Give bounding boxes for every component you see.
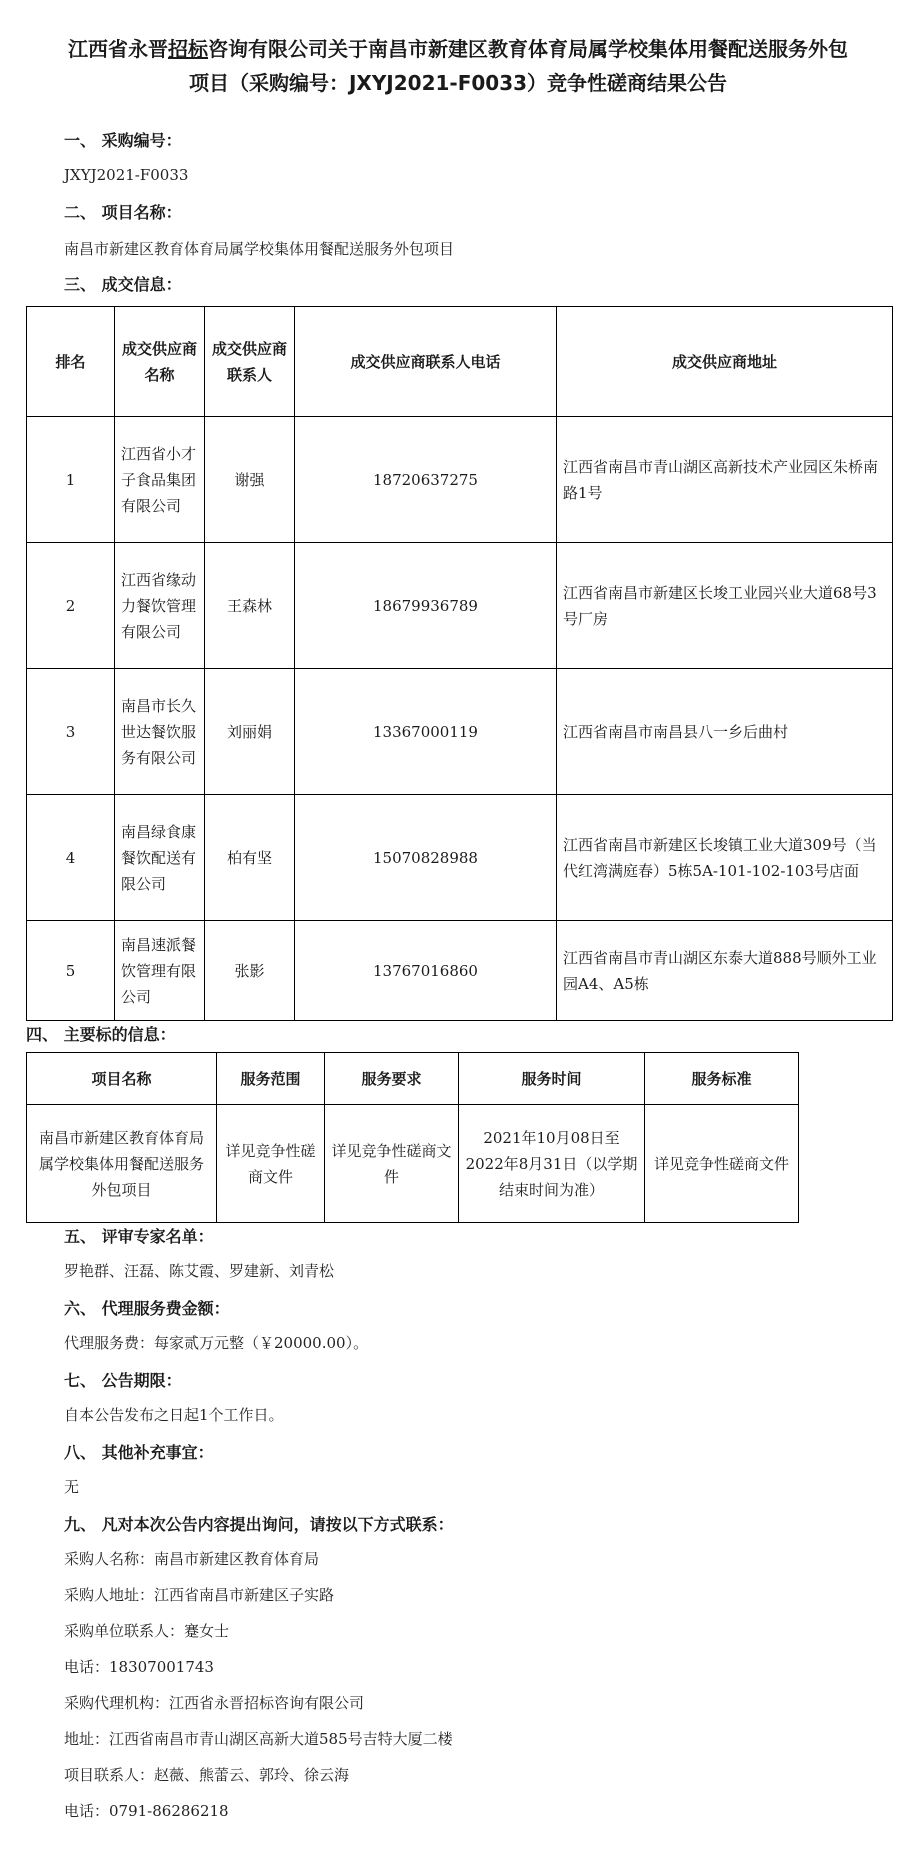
section-4-heading: 四、 主要标的信息： <box>26 1025 176 1044</box>
service-scope-cell: 详见竞争性磋商文件 <box>217 1105 325 1223</box>
phone-cell: 13767016860 <box>295 921 557 1021</box>
header-contact-phone: 成交供应商联系人电话 <box>295 307 557 417</box>
phone-cell: 13367000119 <box>295 669 557 795</box>
table-row <box>27 795 893 921</box>
project-name: 南昌市新建区教育体育局属学校集体用餐配送服务外包项目 <box>64 240 455 258</box>
title-underlined-text[interactable]: 招标 <box>168 37 208 61</box>
rank-cell: 5 <box>27 921 115 1021</box>
contact-cell: 谢强 <box>205 417 295 543</box>
header-service-scope: 服务范围 <box>217 1053 325 1105</box>
table-row <box>27 669 893 795</box>
rank-cell: 1 <box>27 417 115 543</box>
service-standard-cell: 详见竞争性磋商文件 <box>645 1105 799 1223</box>
document-title <box>0 32 916 100</box>
contact-cell: 刘丽娟 <box>205 669 295 795</box>
table-row <box>27 417 893 543</box>
header-supplier-name: 成交供应商名称 <box>115 307 205 417</box>
other-matters: 无 <box>64 1478 80 1496</box>
address-cell: 江西省南昌市南昌县八一乡后曲村 <box>557 669 893 795</box>
supplier-name-cell: 南昌绿食康餐饮配送有限公司 <box>115 795 205 921</box>
rank-cell: 2 <box>27 543 115 669</box>
contact-agency-phone: 电话：0791-86286218 <box>64 1802 229 1820</box>
section-3-heading: 三、 成交信息： <box>64 275 182 294</box>
project-name-cell: 南昌市新建区教育体育局属学校集体用餐配送服务外包项目 <box>27 1105 217 1223</box>
supplier-name-cell: 南昌速派餐饮管理有限公司 <box>115 921 205 1021</box>
address-cell: 江西省南昌市新建区长埈镇工业大道309号（当代红湾满庭春）5栋5A-101-102-103号店面 <box>557 795 893 921</box>
section-7-heading: 七、 公告期限： <box>64 1371 182 1390</box>
section-6-heading: 六、 代理服务费金额： <box>64 1299 230 1318</box>
section-2-heading: 二、 项目名称： <box>64 203 182 222</box>
contact-agency-name: 采购代理机构：江西省永晋招标咨询有限公司 <box>64 1694 365 1712</box>
contact-cell: 张影 <box>205 921 295 1021</box>
contact-agency-address: 地址：江西省南昌市青山湖区高新大道585号吉特大厦二楼 <box>64 1730 453 1748</box>
contact-purchaser-address: 采购人地址：江西省南昌市新建区子实路 <box>64 1586 335 1604</box>
supplier-name-cell: 江西省缘动力餐饮管理有限公司 <box>115 543 205 669</box>
award-table <box>26 306 893 1021</box>
contact-cell: 柏有坚 <box>205 795 295 921</box>
contact-cell: 王森林 <box>205 543 295 669</box>
rank-cell: 3 <box>27 669 115 795</box>
header-supplier-address: 成交供应商地址 <box>557 307 893 417</box>
table-row <box>27 921 893 1021</box>
table-row <box>27 1105 799 1223</box>
header-rank: 排名 <box>27 307 115 417</box>
agency-fee: 代理服务费：每家贰万元整（￥20000.00）。 <box>64 1334 369 1352</box>
phone-cell: 15070828988 <box>295 795 557 921</box>
table-row <box>27 543 893 669</box>
service-requirement-cell: 详见竞争性磋商文件 <box>325 1105 459 1223</box>
title-line-2: 项目（采购编号：JXYJ2021-F0033）竞争性磋商结果公告 <box>188 71 728 95</box>
subject-info-table <box>26 1052 799 1223</box>
header-service-requirement: 服务要求 <box>325 1053 459 1105</box>
title-line-1 <box>0 32 916 66</box>
supplier-name-cell: 江西省小才子食品集团有限公司 <box>115 417 205 543</box>
header-project-name: 项目名称 <box>27 1053 217 1105</box>
header-service-standard: 服务标准 <box>645 1053 799 1105</box>
section-8-heading: 八、 其他补充事宜： <box>64 1443 214 1462</box>
section-5-heading: 五、 评审专家名单： <box>64 1227 214 1246</box>
notice-period: 自本公告发布之日起1个工作日。 <box>64 1406 284 1424</box>
expert-list: 罗艳群、汪磊、陈艾霞、罗建新、刘青松 <box>64 1262 335 1280</box>
header-service-time: 服务时间 <box>459 1053 645 1105</box>
contact-purchaser-phone: 电话：18307001743 <box>64 1658 214 1676</box>
header-supplier-contact: 成交供应商联系人 <box>205 307 295 417</box>
contact-purchaser-name: 采购人名称：南昌市新建区教育体育局 <box>64 1550 320 1568</box>
title-prefix: 江西省永晋 <box>68 37 168 61</box>
service-time-cell: 2021年10月08日至2022年8月31日（以学期结束时间为准） <box>459 1105 645 1223</box>
section-9-heading: 九、 凡对本次公告内容提出询问，请按以下方式联系： <box>64 1515 454 1534</box>
supplier-name-cell: 南昌市长久世达餐饮服务有限公司 <box>115 669 205 795</box>
phone-cell: 18720637275 <box>295 417 557 543</box>
phone-cell: 18679936789 <box>295 543 557 669</box>
title-suffix: 咨询有限公司关于南昌市新建区教育体育局属学校集体用餐配送服务外包 <box>208 37 848 61</box>
address-cell: 江西省南昌市新建区长埈工业园兴业大道68号3号厂房 <box>557 543 893 669</box>
subject-table-header-row <box>27 1053 799 1105</box>
procurement-number: JXYJ2021-F0033 <box>64 166 189 184</box>
contact-purchaser-person: 采购单位联系人：蹇女士 <box>64 1622 230 1640</box>
address-cell: 江西省南昌市青山湖区高新技术产业园区朱桥南路1号 <box>557 417 893 543</box>
award-table-header-row <box>27 307 893 417</box>
rank-cell: 4 <box>27 795 115 921</box>
contact-project-persons: 项目联系人：赵薇、熊蕾云、郭玲、徐云海 <box>64 1766 350 1784</box>
section-1-heading: 一、 采购编号： <box>64 131 182 150</box>
address-cell: 江西省南昌市青山湖区东泰大道888号顺外工业园A4、A5栋 <box>557 921 893 1021</box>
